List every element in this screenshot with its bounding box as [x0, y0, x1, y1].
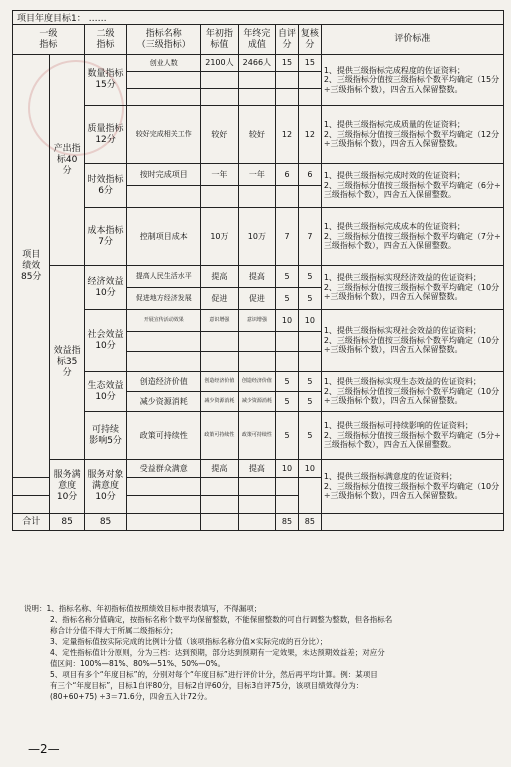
cost-initial: 10万 [201, 208, 238, 266]
economic-self-2: 5 [276, 288, 299, 310]
quantity-initial: 2100人 [201, 55, 238, 72]
header-initial: 年初指 标值 [201, 25, 238, 55]
social-self: 10 [276, 310, 299, 332]
cost-criteria: 1、提供三级指标完成成本的佐证资料； 2、三级指标分值按三级指标个数平均确定（7分÷三级指标个数），四舍五入保留整数。 [321, 208, 503, 266]
cost-name: 控制项目成本 [127, 208, 201, 266]
cost-self: 7 [276, 208, 299, 266]
quality-row [13, 106, 504, 164]
ecological-name-2: 减少资源消耗 [127, 392, 201, 412]
satisfaction-row [13, 460, 504, 478]
timeliness-self: 6 [276, 164, 299, 186]
sustainable-label: 可持续 影响5分 [84, 412, 127, 460]
timeliness-row [13, 164, 504, 186]
output-label: 产出指 标40 分 [50, 55, 84, 266]
quantity-self: 15 [276, 55, 299, 72]
total-lvl2: 85 [84, 514, 127, 531]
sustainable-row [13, 412, 504, 460]
sustainable-self: 5 [276, 412, 299, 460]
quantity-row [13, 55, 504, 72]
ecological-initial-2: 减少资源消耗 [201, 392, 238, 412]
note-line: (80+60+75) ÷3＝71.6分，四舍五入计72分。 [50, 692, 212, 701]
ecological-initial-1: 创造经济价值 [201, 372, 238, 392]
ecological-self-2: 5 [276, 392, 299, 412]
quality-review: 12 [298, 106, 321, 164]
benefit-label: 效益指 标35 分 [50, 266, 84, 460]
satisfaction-initial: 提高 [201, 460, 238, 478]
satisfaction-final: 提高 [238, 460, 275, 478]
evaluation-table [12, 10, 504, 531]
page-number: —2— [28, 742, 60, 756]
ecological-review-2: 5 [298, 392, 321, 412]
satisfaction-criteria: 1、提供三级指标满意度的佐证资料； 2、三级指标分值按三级指标个数平均确定（10分÷三级指标个数），四舍五入保留整数。 [321, 460, 503, 514]
sustainable-criteria: 1、提供三级指标可持续影响的佐证资料； 2、三级指标分值按三级指标个数平均确定（5分÷三级指标个数），四舍五入保留整数。 [321, 412, 503, 460]
evaluation-table-container [12, 10, 504, 531]
total-self: 85 [276, 514, 299, 531]
notes [24, 603, 492, 702]
quantity-name: 创业人数 [127, 55, 201, 72]
cost-row [13, 208, 504, 266]
cost-label: 成本指标 7分 [84, 208, 127, 266]
table-title: 项目年度目标1： …… [13, 11, 504, 25]
ecological-name-1: 创造经济价值 [127, 372, 201, 392]
total-lvl1: 85 [50, 514, 84, 531]
cost-review: 7 [298, 208, 321, 266]
header-criteria: 评价标准 [321, 25, 503, 55]
cost-final: 10万 [238, 208, 275, 266]
header-lvl1: 一级 指标 [13, 25, 85, 55]
quality-initial: 较好 [201, 106, 238, 164]
economic-name-2: 促进地方经济发展 [127, 288, 201, 310]
note-line: 称合计分值不得大于所属二级指标分； [50, 626, 178, 635]
economic-label: 经济效益 10分 [84, 266, 127, 310]
social-initial: 意识增强 [201, 310, 238, 332]
header-review: 复核 分 [298, 25, 321, 55]
note-line: 5、项目有多个“年度目标”的，分别对每个“年度目标”进行评价计分，然后再平均计算。例：某项目 [50, 670, 378, 679]
quantity-label: 数量指标 15分 [84, 55, 127, 106]
satisfaction-name: 受益群众满意 [127, 460, 201, 478]
timeliness-criteria: 1、提供三级指标完成时效的佐证资料； 2、三级指标分值按三级指标个数平均确定（6分÷三级指标个数），四舍五入保留整数。 [321, 164, 503, 208]
economic-final-1: 提高 [238, 266, 275, 288]
timeliness-label: 时效指标 6分 [84, 164, 127, 208]
social-name: 开展宣传活动效果 [127, 310, 201, 332]
social-criteria: 1、提供三级指标实现社会效益的佐证资料； 2、三级指标分值按三级指标个数平均确定（10分÷三级指标个数），四舍五入保留整数。 [321, 310, 503, 372]
project-perf-label: 项目 绩效 85分 [13, 55, 50, 478]
quality-label: 质量指标 12分 [84, 106, 127, 164]
header-lvl2: 二级 指标 [84, 25, 127, 55]
sustainable-review: 5 [298, 412, 321, 460]
economic-review-1: 5 [298, 266, 321, 288]
quantity-final: 2466人 [238, 55, 275, 72]
sustainable-initial: 政策可持续性 [201, 412, 238, 460]
ecological-review-1: 5 [298, 372, 321, 392]
total-row [13, 514, 504, 531]
sustainable-final: 政策可持续性 [238, 412, 275, 460]
ecological-final-2: 减少资源消耗 [238, 392, 275, 412]
note-line: 值区间：100%—81%、80%—51%、50%—0%。 [50, 659, 226, 668]
economic-row-1 [13, 266, 504, 288]
economic-initial-2: 促进 [201, 288, 238, 310]
header-row [13, 25, 504, 55]
timeliness-review: 6 [298, 164, 321, 186]
economic-criteria: 1、提供三级指标实现经济效益的佐证资料； 2、三级指标分值按三级指标个数平均确定（10分÷三级指标个数），四舍五入保留整数。 [321, 266, 503, 310]
social-final: 意识增强 [238, 310, 275, 332]
economic-self-1: 5 [276, 266, 299, 288]
note-line: 有三个“年度目标”，目标1自评80分，目标2自评60分，目标3自评75分，该项目绩效得分为： [50, 681, 364, 690]
header-lvl3: 指标名称 （三级指标） [127, 25, 201, 55]
quality-criteria: 1、提供三级指标完成质量的佐证资料； 2、三级指标分值按三级指标个数平均确定（12分÷三级指标个数），四舍五入保留整数。 [321, 106, 503, 164]
header-final: 年终完 成值 [238, 25, 275, 55]
ecological-label: 生态效益 10分 [84, 372, 127, 412]
quantity-criteria: 1、提供三级指标完成程度的佐证资料； 2、三级指标分值按三级指标个数平均确定（15分÷三级指标个数），四舍五入保留整数。 [321, 55, 503, 106]
note-line: 说明：1、指标名称、年初指标值按照绩效目标申报表填写，不得漏项； [24, 604, 262, 613]
ecological-row-1 [13, 372, 504, 392]
economic-review-2: 5 [298, 288, 321, 310]
economic-final-2: 促进 [238, 288, 275, 310]
sustainable-name: 政策可持续性 [127, 412, 201, 460]
satisfaction-self: 10 [276, 460, 299, 478]
ecological-self-1: 5 [276, 372, 299, 392]
timeliness-name: 按时完成项目 [127, 164, 201, 186]
timeliness-initial: 一年 [201, 164, 238, 186]
header-self: 自评 分 [276, 25, 299, 55]
ecological-final-1: 创造经济价值 [238, 372, 275, 392]
ecological-criteria: 1、提供三级指标实现生态效益的佐证资料； 2、三级指标分值按三级指标个数平均确定（10分÷三级指标个数），四舍五入保留整数。 [321, 372, 503, 412]
social-row [13, 310, 504, 332]
satisfaction-sublabel: 服务对象 满意度 10分 [84, 460, 127, 514]
note-line: 4、定性指标值计分原则，分为三档：达到预期，部分达到预期有一定效果，未达预期效益差；对应分 [50, 648, 385, 657]
social-review: 10 [298, 310, 321, 332]
quality-self: 12 [276, 106, 299, 164]
satisfaction-review: 10 [298, 460, 321, 478]
social-label: 社会效益 10分 [84, 310, 127, 372]
timeliness-final: 一年 [238, 164, 275, 186]
total-label: 合计 [13, 514, 50, 531]
economic-initial-1: 提高 [201, 266, 238, 288]
quantity-review: 15 [298, 55, 321, 72]
economic-name-1: 提高人民生活水平 [127, 266, 201, 288]
note-line: 3、定量指标值按实际完成的比例计分值（该项指标名称分值×实际完成的百分比）； [50, 637, 328, 646]
satisfaction-label: 服务满 意度 10分 [50, 460, 84, 514]
note-line: 2、指标名称分值确定，按指标名称个数平均保留整数，不能保留整数的可自行调整为整数，但各指标名 [50, 615, 393, 624]
quality-final: 较好 [238, 106, 275, 164]
quality-name: 较好完成相关工作 [127, 106, 201, 164]
total-review: 85 [298, 514, 321, 531]
